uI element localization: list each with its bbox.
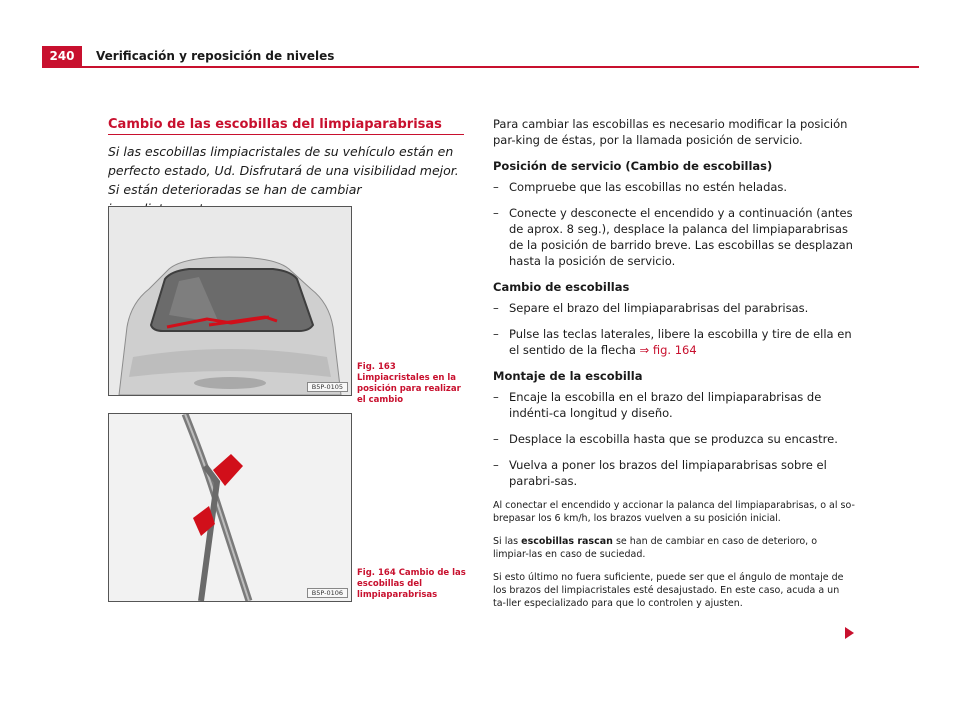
list-item: – Separe el brazo del limpiaparabrisas del parabrisas. (493, 301, 809, 315)
page-number: 240 (42, 46, 82, 66)
paragraph-intro: Para cambiar las escobillas es necesario modificar la posición par-king de éstas, por la llamada posición de servicio. (493, 117, 848, 147)
heading-mount: Montaje de la escobilla (493, 369, 643, 383)
section-title: Cambio de las escobillas del limpiaparabrisas (108, 117, 442, 132)
figure-reference-link[interactable]: ⇒ fig. 164 (639, 343, 697, 357)
list-item: – Vuelva a poner los brazos del limpiaparabrisas sobre el parabri-sas. (493, 458, 827, 488)
note-1: Al conectar el encendido y accionar la palanca del limpiaparabrisas, o al so-brepasar los 6 km/h, los brazos vuelven a su posición inicial. (493, 500, 855, 524)
header-title: Verificación y reposición de niveles (96, 49, 335, 63)
figure-163-caption: Fig. 163 Limpiacristales en la posición para realizar el cambio (357, 362, 461, 405)
figure-code: B5P-0105 (307, 382, 348, 392)
list-item: – Pulse las teclas laterales, libere la escobilla y tire de ella en el sentido de la flecha ⇒ fig. 164 (493, 327, 852, 357)
header-rule (42, 66, 919, 68)
list-item: – Desplace la escobilla hasta que se produzca su encastre. (493, 432, 838, 446)
wiper-blade-illustration (109, 414, 351, 601)
section-rule (108, 134, 464, 135)
list-item: – Compruebe que las escobillas no estén heladas. (493, 180, 788, 194)
figure-code: B5P-0106 (307, 588, 348, 598)
figure-163-car-windshield (108, 206, 352, 396)
heading-change: Cambio de escobillas (493, 280, 630, 294)
figure-164-wiper-blade (108, 413, 352, 602)
note-2: Si las escobillas rascan se han de cambiar en caso de deterioro, o limpiar-las en caso de suciedad. (493, 536, 818, 560)
continue-arrow-icon (845, 627, 854, 639)
list-item: – Conecte y desconecte el encendido y a continuación (antes de aprox. 8 seg.), desplace la palanca del limpiaparabrisas de la posición de barrido breve. Las escobillas se desplazan hasta la posición de servicio. (493, 206, 853, 268)
car-front-illustration (109, 207, 351, 395)
figure-164-caption: Fig. 164 Cambio de las escobillas del limpiaparabrisas (357, 568, 466, 600)
section-intro: Si las escobillas limpiacristales de su vehículo están en perfecto estado, Ud. Disfrutará de una visibilidad mejor. Si están deterioradas se han de cambiar (108, 144, 459, 197)
heading-service-position: Posición de servicio (Cambio de escobillas) (493, 159, 773, 173)
note-3: Si esto último no fuera suficiente, puede ser que el ángulo de montaje de los brazos del limpiacristales esté desajustado. En este caso, acuda a un ta-ller especializado para que lo controlen y ajusten. (493, 572, 844, 609)
list-item: – Encaje la escobilla en el brazo del limpiaparabrisas de indénti-ca longitud y diseño. (493, 390, 822, 420)
right-column (493, 116, 855, 620)
